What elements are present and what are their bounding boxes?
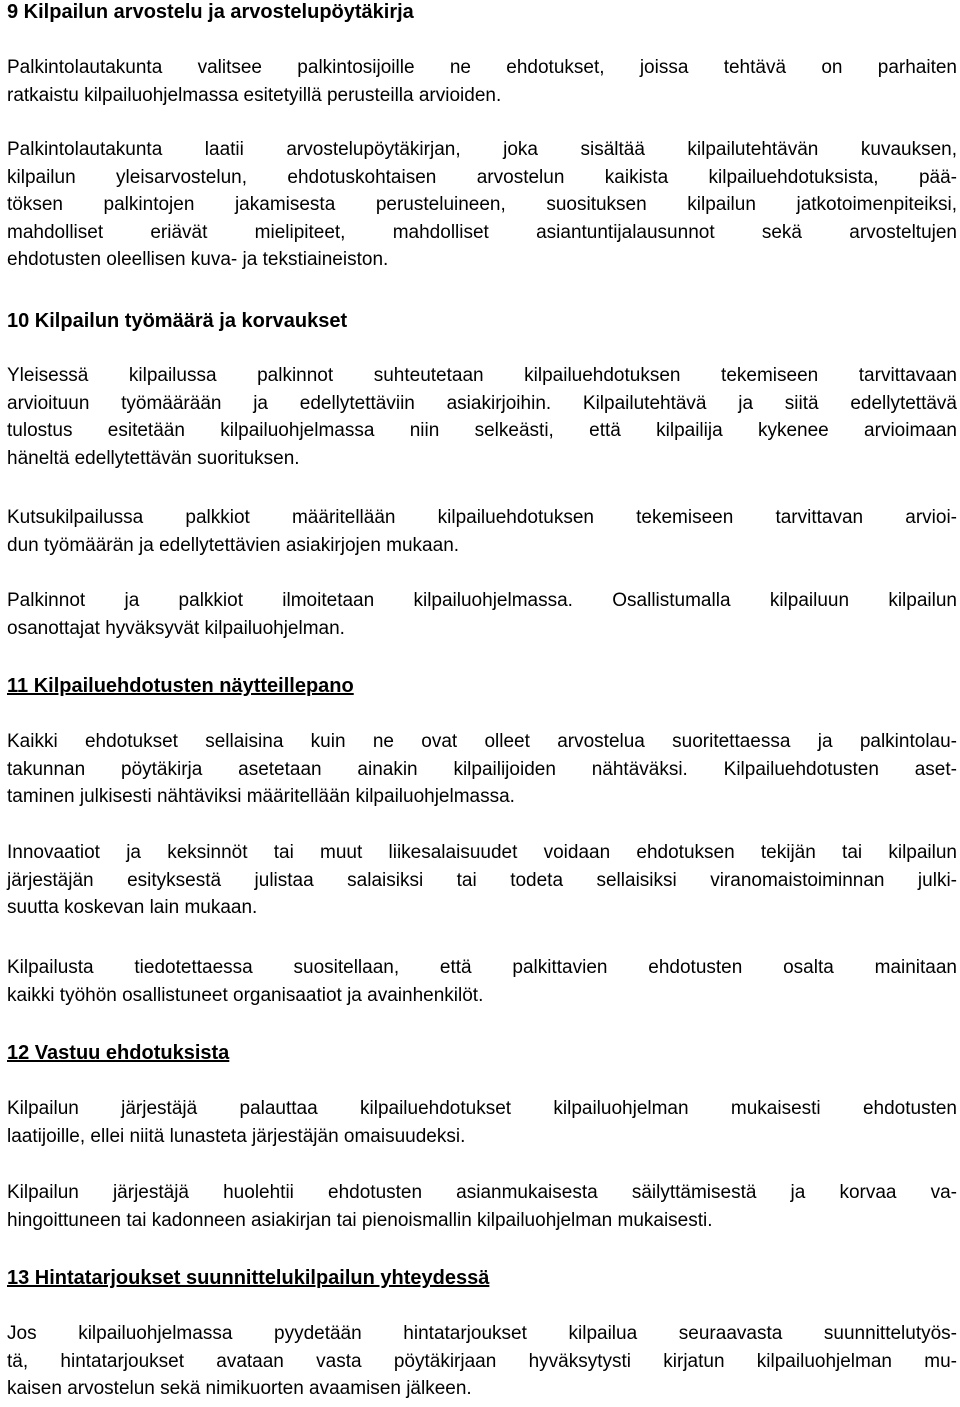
text-line: tulostus esitetään kilpailuohjelmassa niin selkeästi, että kilpailija kykenee arvioimaan <box>7 420 957 442</box>
section-heading-10: 10 Kilpailun työmäärä ja korvaukset <box>7 310 348 332</box>
text-line: mahdolliset eriävät mielipiteet, mahdolliset asiantuntijalausunnot sekä arvosteltujen <box>7 221 957 243</box>
text-line: tä, hintatarjoukset avataan vasta pöytäkirjaan hyväksytysti kirjatun kilpailuohjelman mu- <box>7 1350 957 1372</box>
text-line: Kilpailun järjestäjä huolehtii ehdotusten asianmukaisesta säilyttämisestä ja korvaa va- <box>7 1182 957 1203</box>
section-heading-9: 9 Kilpailun arvostelu ja arvostelupöytäkirja <box>7 1 414 23</box>
paragraph <box>7 54 957 109</box>
paragraph <box>7 954 957 1009</box>
paragraph <box>7 587 957 642</box>
text-line: Palkintolautakunta valitsee palkintosijoille ne ehdotukset, joissa tehtävä on parhaiten <box>7 57 957 78</box>
text-line: dun työmäärän ja edellytettävien asiakirjojen mukaan. <box>7 534 460 556</box>
text-line: Jos kilpailuohjelmassa pyydetään hintatarjoukset kilpailua seuraavasta suunnittelutyös- <box>7 1323 957 1344</box>
section-heading-12: 12 Vastuu ehdotuksista <box>7 1042 230 1064</box>
paragraph <box>7 504 957 559</box>
text-line: töksen palkintojen jakamisesta perusteluineen, suosituksen kilpailun jatkotoimenpiteiksi, <box>7 194 957 216</box>
section-heading-13: 13 Hintatarjoukset suunnittelukilpailun yhteydessä <box>7 1267 490 1289</box>
text-line: järjestäjän esityksestä julistaa salaisiksi tai todeta sellaisiksi viranomaistoiminnan julki- <box>7 869 957 891</box>
text-line: Palkintolautakunta laatii arvostelupöytäkirjan, joka sisältää kilpailutehtävän kuvauksen, <box>7 139 957 160</box>
text-line: ehdotusten oleellisen kuva- ja tekstiaineiston. <box>7 249 389 271</box>
text-line: arvioituun työmäärään ja edellytettäviin asiakirjoihin. Kilpailutehtävä ja siitä edellytettävä <box>7 392 957 414</box>
text-line: ratkaistu kilpailuohjelmassa esitetyillä perusteilla arvioiden. <box>7 84 502 106</box>
paragraph <box>7 1095 957 1150</box>
section-heading-11: 11 Kilpailuehdotusten näytteillepano <box>7 675 354 697</box>
text-line: hingoittuneen tai kadonneen asiakirjan tai pienoismallin kilpailuohjelman mukaisesti. <box>7 1209 713 1231</box>
paragraph <box>7 839 957 922</box>
paragraph <box>7 362 957 472</box>
text-line: Kaikki ehdotukset sellaisina kuin ne ovat olleet arvostelua suoritettaessa ja palkintolau- <box>7 731 957 752</box>
text-line: kaisen arvostelun sekä nimikuorten avaamisen jälkeen. <box>7 1378 472 1400</box>
text-line: Kutsukilpailussa palkkiot määritellään kilpailuehdotuksen tekemiseen tarvittavan arvioi- <box>7 507 957 528</box>
text-line: kilpailun yleisarvostelun, ehdotuskohtaisen arvostelun kaikista kilpailuehdotuksista, pää- <box>7 166 957 188</box>
text-line: laatijoille, ellei niitä lunasteta järjestäjän omaisuudeksi. <box>7 1125 466 1147</box>
text-line: Innovaatiot ja keksinnöt tai muut liikesalaisuudet voidaan ehdotuksen tekijän tai kilpailun <box>7 842 957 863</box>
text-line: osanottajat hyväksyvät kilpailuohjelman. <box>7 617 345 639</box>
text-line: Kilpailun järjestäjä palauttaa kilpailuehdotukset kilpailuohjelman mukaisesti ehdotusten <box>7 1098 957 1119</box>
text-line: takunnan pöytäkirja asetetaan ainakin kilpailijoiden nähtäväksi. Kilpailuehdotusten aset- <box>7 758 957 780</box>
paragraph <box>7 136 957 274</box>
text-line: kaikki työhön osallistuneet organisaatiot ja avainhenkilöt. <box>7 984 484 1006</box>
text-line: taminen julkisesti nähtäviksi määritellään kilpailuohjelmassa. <box>7 786 515 808</box>
text-line: Kilpailusta tiedotettaessa suositellaan, että palkittavien ehdotusten osalta mainitaan <box>7 957 957 978</box>
paragraph <box>7 1320 957 1403</box>
text-line: suutta koskevan lain mukaan. <box>7 897 258 919</box>
text-line: Palkinnot ja palkkiot ilmoitetaan kilpailuohjelmassa. Osallistumalla kilpailuun kilpailun <box>7 590 957 611</box>
paragraph <box>7 728 957 811</box>
paragraph <box>7 1179 957 1234</box>
text-line: Yleisessä kilpailussa palkinnot suhteutetaan kilpailuehdotuksen tekemiseen tarvittavaan <box>7 365 957 386</box>
text-line: häneltä edellytettävän suorituksen. <box>7 447 300 469</box>
